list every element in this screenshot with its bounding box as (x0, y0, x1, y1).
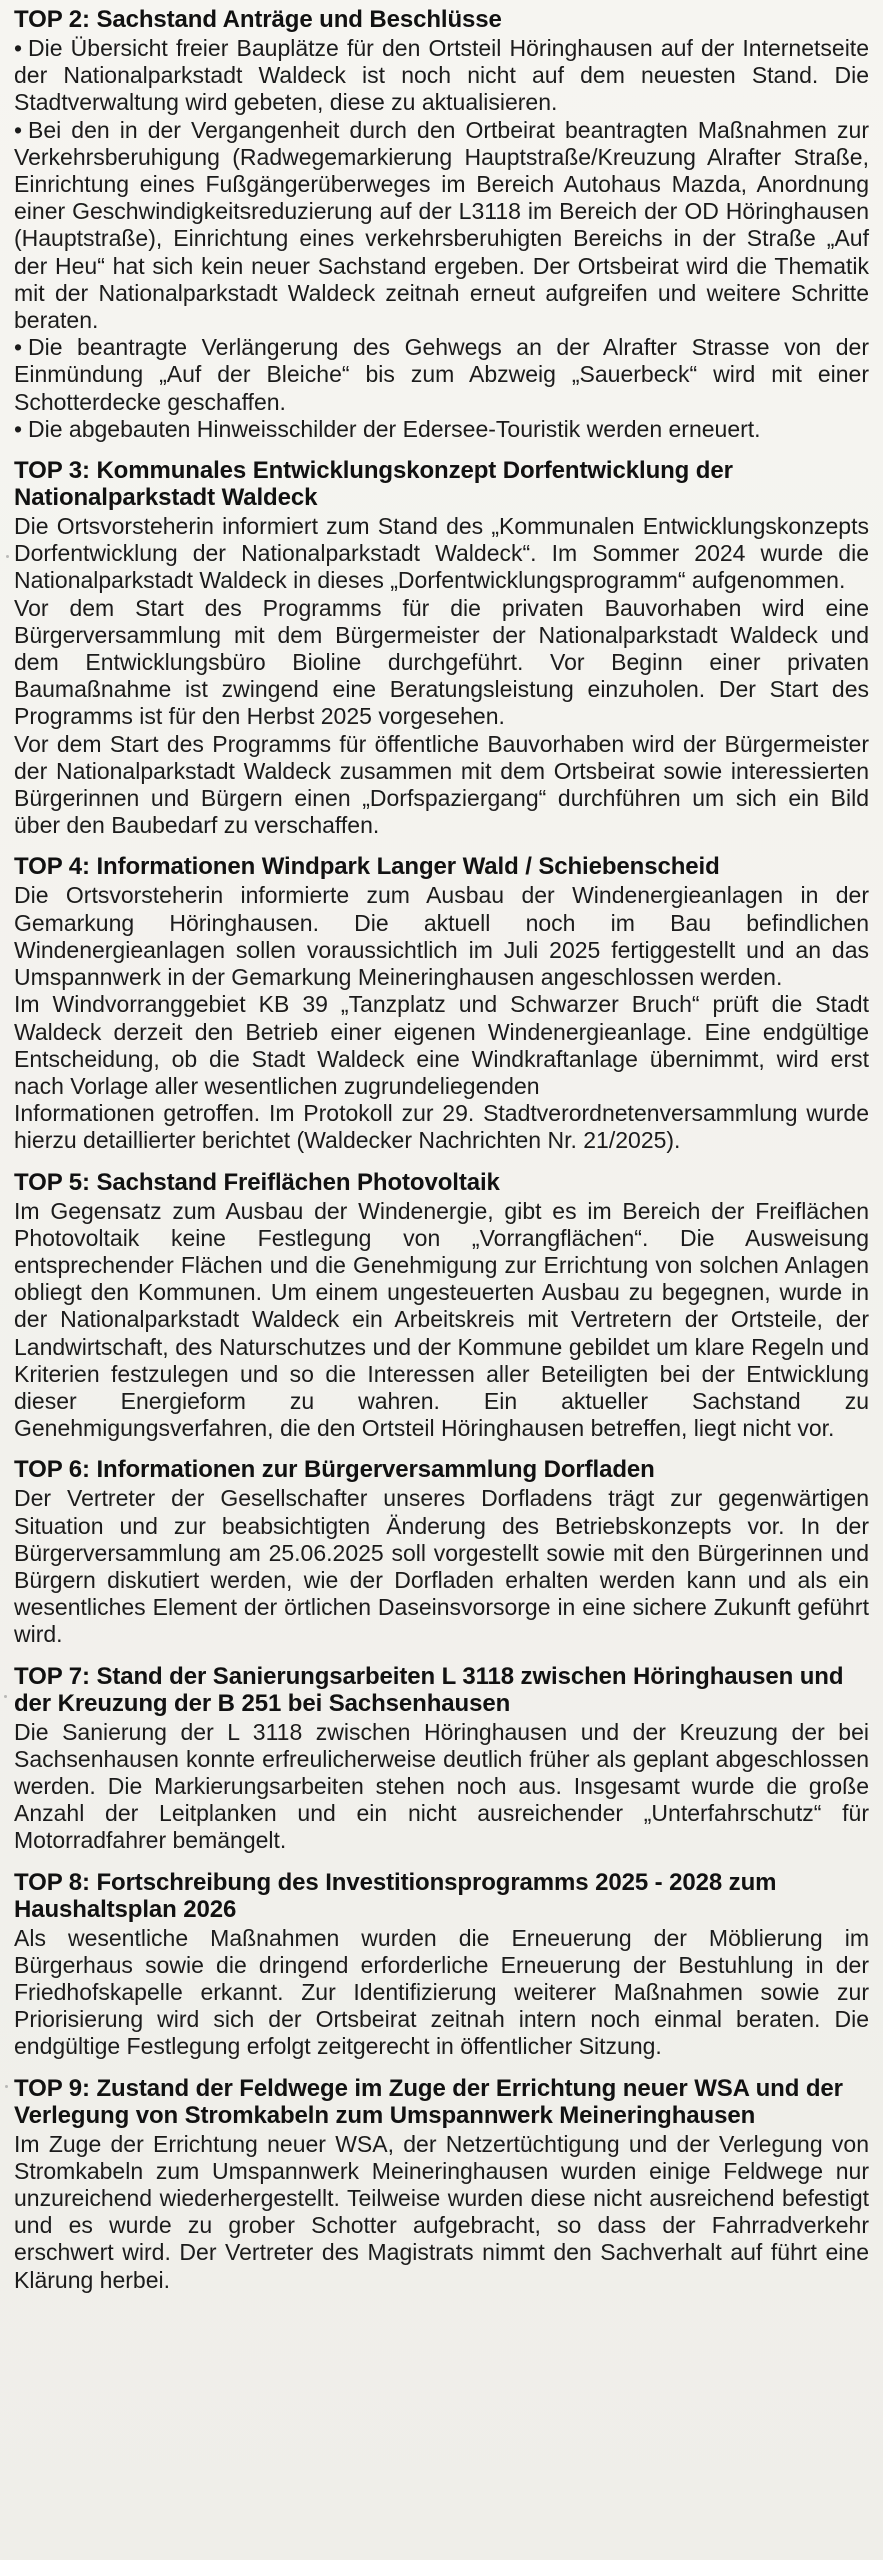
paragraph: Der Vertreter der Gesellschafter unseres Dorfladens trägt zur gegenwärtigen Situation und zur beabsichtigten Änderung des Betriebskonzepts vor. In der Bürgerversammlung am 25.06.2025 soll vorgestellt sowie mit den Bürgerinnen und Bürgern diskutiert werden, wie der Dorfladen erhalten werden kann und als ein wesentliches Element der örtlichen Daseinsvorsorge in eine sichere Zukunft geführt wird. (14, 1485, 869, 1648)
section-title: TOP 8: Fortschreibung des Investitionsprogramms 2025 - 2028 zum Haushaltsplan 2026 (14, 1868, 777, 1923)
section-title: TOP 2: Sachstand Anträge und Beschlüsse (14, 6, 502, 33)
section-title: TOP 6: Informationen zur Bürgerversammlung Dorfladen (14, 1456, 655, 1484)
paragraph: Im Windvorranggebiet KB 39 „Tanzplatz und Schwarzer Bruch“ prüft die Stadt Waldeck derzeit den Betrieb einer eigenen Windenergieanlage. Eine endgültige Entscheidung, ob die Stadt Waldeck eine Windkraftanlage übernimmt, wird erst nach Vorlage aller wesentlichen zugrundeliegenden (14, 991, 869, 1099)
paragraph: Als wesentliche Maßnahmen wurden die Erneuerung der Möblierung im Bürgerhaus sowie die dringend erforderliche Erneuerung der Bestuhlung in der Friedhofskapelle erkannt. Zur Identifizierung weiterer Maßnahmen sowie zur Priorisierung wird sich der Ortsbeirat zeitnah intern noch einmal beraten. Die endgültige Festlegung erfolgt zeitgerecht in öffentlicher Sitzung. (14, 1924, 869, 2060)
section-title: TOP 7: Stand der Sanierungsarbeiten L 3118 zwischen Höringhausen und der Kreuzung der B 251 bei Sachsenhausen (14, 1662, 844, 1717)
paragraph: Die Ortsvorsteherin informierte zum Ausbau der Windenergieanlagen in der Gemarkung Höringhausen. Die aktuell noch im Bau befindlichen Windenergieanlagen sollen voraussichtlich im Juli 2025 fertiggestellt und an das Umspannwerk in der Gemarkung Meineringhausen angeschlossen werden. (14, 882, 869, 991)
paragraph: Vor dem Start des Programms für öffentliche Bauvorhaben wird der Bürgermeister der Nationalparkstadt Waldeck zusammen mit dem Ortsbeirat sowie interessierten Bürgerinnen und Bürgern einen „Dorfspaziergang“ durchführen um sich ein Bild über den Baubedarf zu verschaffen. (14, 730, 869, 839)
bullet-icon: • (14, 415, 23, 442)
section-top-2 (14, 6, 869, 443)
section-top-9 (14, 2075, 869, 2294)
bullet-icon: • (14, 334, 23, 361)
section-top-4 (14, 853, 869, 1154)
bullet-icon: • (14, 35, 23, 61)
section-title: TOP 5: Sachstand Freiflächen Photovoltaik (14, 1168, 500, 1196)
section-title: TOP 4: Informationen Windpark Langer Wald / Schiebenscheid (14, 853, 720, 881)
section-top-7 (14, 1663, 869, 1855)
paragraph: Im Zuge der Errichtung neuer WSA, der Netzertüchtigung und der Verlegung von Stromkabeln zum Umspannwerk Meineringhausen wurden einige Feldwege nur unzureichend wiederhergestellt. Teilweise wurden diese nicht ausreichend befestigt und es wurde zu grober Schotter aufgebracht, so dass der Fahrradverkehr erschwert wird. Der Vertreter des Magistrats nimmt den Sachverhalt auf führt eine Klärung herbei. (14, 2130, 869, 2293)
bullet-icon: • (14, 116, 23, 143)
print-speck (5, 2085, 8, 2088)
section-title: TOP 9: Zustand der Feldwege im Zuge der Errichtung neuer WSA und der Verlegung von Stromkabeln zum Umspannwerk Meineringhausen (14, 2074, 843, 2129)
paragraph: Im Gegensatz zum Ausbau der Windenergie, gibt es im Bereich der Freiflächen Photovoltaik keine Festlegung von „Vorrangflächen“. Die Ausweisung entsprechender Flächen und die Genehmigung zur Errichtung von solchen Anlagen obliegt den Kommunen. Um einem ungesteuerten Ausbau zu begegnen, wurde in der Nationalparkstadt Waldeck ein Arbeitskreis mit Vertretern der Ortsteile, der Landwirtschaft, des Naturschutzes und der Kommune gebildet um klare Regeln und Kriterien festzulegen und so die Interessen aller Beteiligten bei der Entwicklung dieser Energieform zu wahren. Ein aktueller Sachstand zu Genehmigungsverfahren, die den Ortsteil Höringhausen betreffen, liegt nicht vor. (14, 1197, 869, 1442)
section-top-8 (14, 1869, 869, 2061)
section-top-6 (14, 1456, 869, 1648)
paragraph: Informationen getroffen. Im Protokoll zur 29. Stadtverordnetenversammlung wurde hierzu detaillierter berichtet (Waldecker Nachrichten Nr. 21/2025). (14, 1100, 869, 1154)
section-title: TOP 3: Kommunales Entwicklungskonzept Dorfentwicklung der Nationalparkstadt Waldeck (14, 457, 733, 512)
paragraph: Die Sanierung der L 3118 zwischen Höringhausen und der Kreuzung der bei Sachsenhausen konnte erfreulicherweise deutlich früher als geplant abgeschlossen werden. Die Markierungsarbeiten stehen noch aus. Insgesamt wurde die große Anzahl der Leitplanken und ein nicht ausreichender „Unterfahrschutz“ für Motorradfahrer bemängelt. (14, 1718, 869, 1854)
bullet-text: Bei den in der Vergangenheit durch den Ortbeirat beantragten Maßnahmen zur Verkehrsberuhigung (Radwegemarkierung Hauptstraße/Kreuzung Alrafter Straße, Einrichtung eines Fußgängerüberweges im Bereich Autohaus Mazda, Anordnung einer Geschwindigkeitsreduzierung auf der L3118 im Bereich der OD Höringhausen (Hauptstraße), Einrichtung eines verkehrsberuhigten Bereichs in der Straße „Auf der Heu“ hat sich kein neuer Sachstand ergeben. Der Ortsbeirat wird die Thematik mit der Nationalparkstadt Waldeck zeitnah erneut aufgreifen und weitere Schritte beraten. (14, 116, 869, 334)
bullet-item (14, 334, 869, 416)
paragraph: Die Ortsvorsteherin informiert zum Stand des „Kommunalen Entwicklungskonzepts Dorfentwicklung der Nationalparkstadt Waldeck“. Im Sommer 2024 wurde die Nationalparkstadt Waldeck in dieses „Dorfentwicklungsprogramm“ aufgenommen. (14, 513, 869, 594)
paragraph: Vor dem Start des Programms für die privaten Bauvorhaben wird eine Bürgerversammlung mit dem Bürgermeister der Nationalparkstadt Waldeck und dem Entwicklungsbüro Bioline durchgeführt. Vor Beginn einer privaten Baumaßnahme ist zwingend eine Beratungsleistung einzuholen. Der Start des Programms ist für den Herbst 2025 vorgesehen. (14, 594, 869, 730)
print-speck (6, 555, 9, 558)
section-top-5 (14, 1169, 869, 1443)
bullet-text: Die abgebauten Hinweisschilder der Edersee-Touristik werden erneuert. (28, 415, 761, 442)
bullet-item (14, 416, 869, 443)
bullet-item (14, 35, 869, 117)
print-speck (4, 1695, 7, 1698)
bullet-item (14, 117, 869, 335)
section-top-3 (14, 457, 869, 839)
bullet-text: Die Übersicht freier Bauplätze für den Ortsteil Höringhausen auf der Internetseite der Nationalparkstadt Waldeck ist noch nicht auf dem neuesten Stand. Die Stadtverwaltung wird gebeten, diese zu aktualisieren. (14, 35, 869, 116)
bullet-text: Die beantragte Verlängerung des Gehwegs an der Alrafter Strasse von der Einmündung „Auf der Bleiche“ bis zum Abzweig „Sauerbeck“ wird mit einer Schotterdecke geschaffen. (14, 334, 869, 415)
